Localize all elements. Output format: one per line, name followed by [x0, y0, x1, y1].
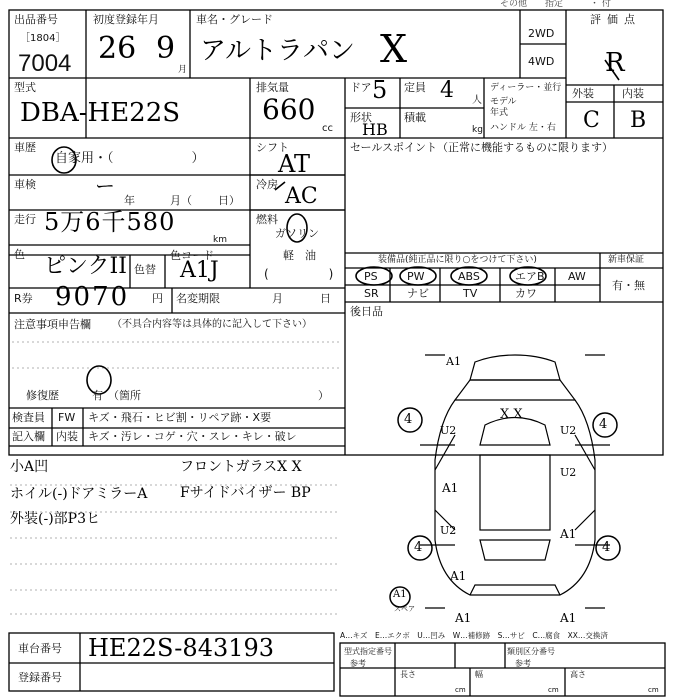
capacity-unit: 人 [472, 95, 482, 106]
notes-sub: （不具合内容等は具体的に記入して下さい） [112, 319, 312, 330]
fuel-paren: ( ) [264, 267, 334, 281]
name-change-label: 名変期限 [176, 292, 220, 305]
repair-where: （箇所 [108, 389, 141, 402]
new-warranty-value: 有・無 [612, 279, 645, 292]
handle-label: ハンドル 左・右 [490, 123, 556, 133]
equip-abs: ABS [458, 270, 480, 283]
first-reg-year: 26 [98, 31, 137, 66]
bottom-r1: 長さ [400, 670, 416, 679]
inspector-int-items: キズ・汚レ・コゲ・穴・スレ・キレ・破レ [88, 430, 297, 443]
equip-pw: PW [407, 270, 425, 283]
equip-navi: ナビ [407, 287, 429, 300]
inspection-year: 年 [124, 194, 135, 207]
mileage-label: 走行 [14, 213, 36, 226]
color-change-label: 色替 [134, 263, 156, 276]
score-ext: C [583, 108, 600, 133]
equip-tv: TV [463, 287, 478, 300]
body-shape-label: 形状 [350, 111, 372, 124]
displacement-value: 660 [262, 93, 316, 126]
score-int: B [630, 108, 647, 133]
score-ext-label: 外装 [572, 87, 594, 100]
inspector-fw: FW [58, 411, 76, 424]
bottom-c3: 類別区分番号 [507, 647, 555, 656]
inspection-label: 車検 [14, 178, 36, 191]
repair-close: ） [318, 389, 329, 402]
car-name-value: アルトラパン [200, 36, 355, 66]
color-value: ピンクII [44, 254, 127, 279]
history-text: 自家用・（ ） [55, 151, 205, 166]
equip-ps: PS [364, 270, 378, 283]
bottom-c4: 参考 [515, 659, 531, 668]
recycle-label: R券 [14, 292, 33, 305]
dealer-model: モデル [490, 97, 517, 107]
chassis-value: HE22S-843193 [88, 634, 275, 662]
inspector-fw-items: キズ・飛石・ヒビ割・リペア跡・X要 [88, 411, 272, 424]
first-reg-label: 初度登録年月 [93, 13, 159, 26]
equip-airbag: エアB [515, 270, 545, 283]
ac-label: 冷房 [256, 178, 278, 191]
name-change-day: 日 [320, 292, 331, 305]
bottom-cm-2: cm [548, 686, 559, 694]
tire-mark-rl: 4 [414, 540, 423, 555]
note-line-1: 小A凹 [10, 459, 49, 475]
repair-label: 修復歴 [26, 389, 59, 402]
chassis-label: 車台番号 [18, 642, 62, 655]
inspection-mark: ー [95, 174, 115, 198]
diagram-top-mark: A1 [446, 355, 461, 368]
score-label: 評価点 [590, 13, 641, 26]
load-label: 積載 [404, 111, 426, 124]
model-value: DBA-HE22S [20, 98, 181, 128]
lot-number: 7004 [18, 50, 72, 77]
bottom-c1: 型式指定番号 [344, 647, 392, 656]
note-right-1: フロントガラスX X [180, 459, 302, 475]
load-unit: kg [472, 125, 483, 135]
bottom-r3: 高さ [570, 670, 586, 679]
bottom-cm-1: cm [455, 686, 466, 694]
spare-label: スペア [394, 605, 415, 613]
diagram-mark-u2-d: U2 [440, 524, 457, 537]
mileage-value: 5万6千580 [44, 208, 176, 236]
diagram-mark-a1-e: A1 [560, 611, 577, 625]
legend: A…キズ E…エクボ U…凹み W…補修跡 S…サビ C…腐食 XX…交換済 [340, 631, 608, 640]
registration-label: 登録番号 [18, 671, 62, 684]
diagram-mark-a1-b: A1 [560, 527, 577, 541]
diagram-mark-a1-a: A1 [442, 481, 459, 495]
diagram-mark-u2-b: U2 [560, 424, 577, 437]
lot-code: ［1804］ [20, 33, 66, 44]
inspection-month: 月（ [170, 194, 192, 207]
drive-4wd: 4WD [528, 55, 555, 68]
equip-sr: SR [364, 287, 379, 300]
inspector-int: 内装 [56, 430, 78, 443]
note-right-2: Fサイドバイザー BP [180, 485, 311, 501]
displacement-label: 排気量 [256, 81, 289, 94]
fuel-diesel: 軽 油 [283, 249, 316, 262]
bottom-r2: 幅 [475, 670, 483, 679]
ac-value: AC [285, 184, 318, 209]
shift-label: シフト [256, 141, 289, 154]
note-line-3: 外装(-)部P3ヒ [10, 511, 100, 527]
inspector-label2: 記入欄 [12, 430, 45, 443]
diagram-mark-u2-a: U2 [440, 424, 457, 437]
dealer-label: ディーラー・並行 [490, 83, 562, 93]
history-label: 車歴 [14, 141, 36, 154]
car-name-label: 車名・グレード [196, 13, 273, 26]
bottom-c2: 参考 [350, 659, 366, 668]
diagram-mark-u2-c: U2 [560, 466, 577, 479]
inspector-label1: 検査員 [12, 411, 45, 424]
score-int-label: 内装 [622, 87, 644, 100]
first-reg-unit: 月 [178, 65, 188, 75]
spare-mark: A1 [393, 589, 407, 600]
capacity-value: 4 [440, 78, 454, 103]
recycle-unit: 円 [152, 292, 163, 305]
equip-leather: カワ [515, 287, 537, 300]
note-line-2: ホイル(-)ドアミラーA [10, 486, 148, 502]
diagram-mark-a1-d: A1 [455, 611, 472, 625]
inspection-day: 日） [218, 194, 240, 207]
notes-label: 注意事項申告欄 [14, 318, 91, 331]
diagram-mark-a1-c: A1 [450, 569, 467, 583]
shift-value: AT [278, 150, 311, 178]
displacement-unit: cc [322, 123, 333, 134]
fuel-gasoline: ガソリン [275, 227, 319, 240]
score-overall: R [605, 48, 625, 78]
repair-value: 有 [92, 389, 103, 402]
tire-mark-fl: 4 [404, 412, 413, 427]
color-code: A1J [180, 258, 219, 283]
fuel-label: 燃料 [256, 213, 278, 226]
equip-aw: AW [568, 270, 586, 283]
doors-value: 5 [372, 76, 388, 104]
model-label: 型式 [14, 81, 36, 94]
diagram-mark-xx: X X [500, 407, 523, 422]
new-warranty-label: 新車保証 [608, 255, 645, 265]
color-label: 色 [14, 248, 25, 261]
name-change-month: 月 [272, 292, 283, 305]
capacity-label: 定員 [404, 81, 426, 94]
color-code-label: 色コード [170, 249, 214, 262]
doors-label: ドア [350, 81, 372, 94]
header-fragment: その他 指定 ・ 付 [500, 0, 611, 9]
bottom-cm-3: cm [648, 686, 659, 694]
equipment-title: 装備品(純正品に限り○をつけて下さい) [378, 255, 537, 265]
tire-mark-fr: 4 [599, 417, 608, 432]
body-shape-value: HB [362, 120, 388, 139]
tire-mark-rr: 4 [602, 540, 611, 555]
car-grade-value: X [380, 27, 408, 71]
dealer-year: 年式 [490, 108, 509, 118]
after-date-label: 後日品 [350, 305, 383, 318]
sales-point-label: セールスポイント（正常に機能するものに限ります） [350, 141, 614, 154]
drive-2wd: 2WD [528, 27, 555, 40]
recycle-value: 9070 [55, 282, 130, 312]
first-reg-month: 9 [156, 31, 176, 66]
lot-label: 出品番号 [14, 13, 58, 26]
mileage-unit: km [213, 235, 227, 245]
